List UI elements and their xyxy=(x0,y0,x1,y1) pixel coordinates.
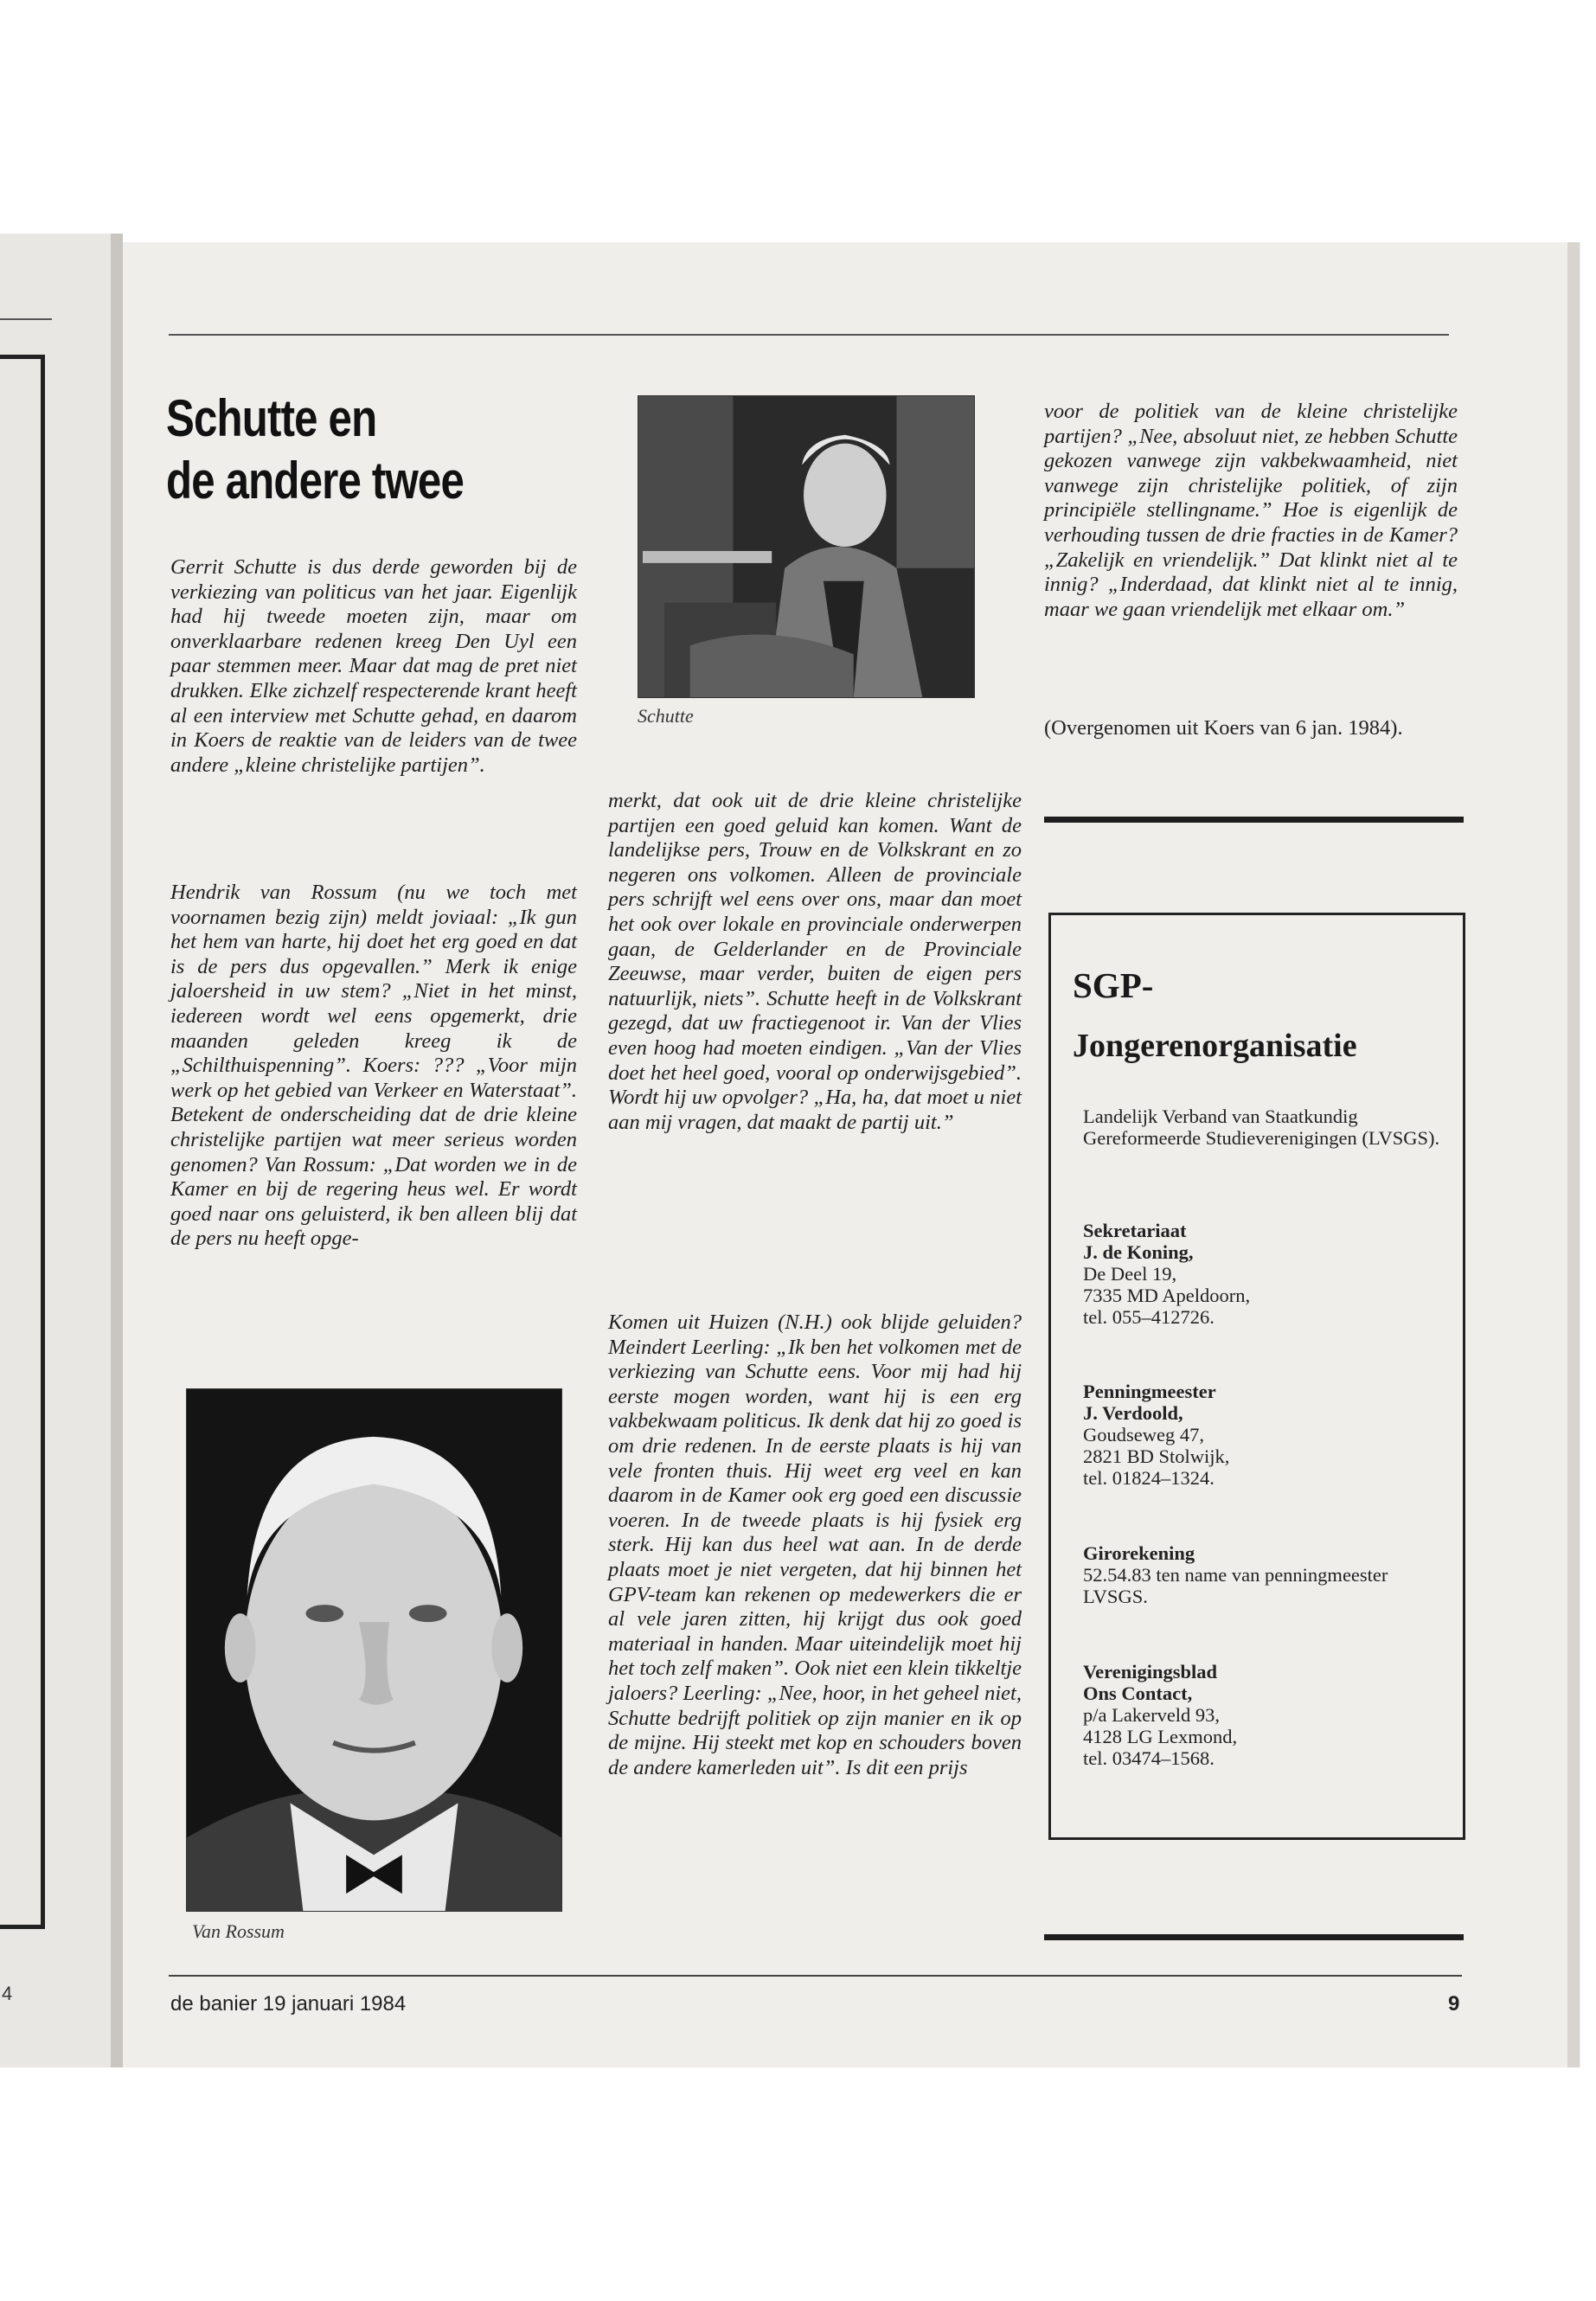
penningmeester-phone: tel. 01824–1324. xyxy=(1083,1467,1215,1489)
secretariaat-street: De Deel 19, xyxy=(1083,1263,1177,1285)
article-col3-paragraph-1: voor de politiek van de kleine christelijke partijen? „Nee, absoluut niet, ze hebben Schutte gekozen vanwege zijn vakbekwaamheid, niet vanwege zijn christelijke politiek, of zijn principiële stellingname.” Hoe is eigenlijk de verhouding tussen de drie fracties in de Kamer? „Zakelijk en vriendelijk.” Dat klinkt niet al te innig? „Inderdaad, dat klinkt niet al te innig, maar we gaan vriendelijk met elkaar om.” xyxy=(1044,400,1458,621)
previous-page-number: 4 xyxy=(2,1983,13,2004)
page-gutter xyxy=(111,234,123,2067)
caption-schutte: Schutte xyxy=(638,705,694,727)
sgp-box-secretariaat xyxy=(1083,1220,1442,1328)
giro-text: 52.54.83 ten name van penningmeester LVSGS. xyxy=(1083,1564,1388,1607)
penningmeester-city: 2821 BD Stolwijk, xyxy=(1083,1445,1230,1467)
article-col1-paragraph-1: Gerrit Schutte is dus derde geworden bij de verkiezing van politicus van het jaar. Eigenlijk had hij tweede moeten zijn, maar om onverklaarbare redenen kreeg Den Uyl een paar stemmen meer. Maar dat mag de pret niet drukken. Elke zichzelf respecterende krant heeft al een interview met Schutte gehad, en daarom in Koers de reaktie van de leiders van de twee andere „kleine christelijke partijen”. xyxy=(170,555,577,777)
photo-schutte xyxy=(638,395,975,698)
sgp-box-intro: Landelijk Verband van Staatkundig Gereformeerde Studieverenigingen (LVSGS). xyxy=(1083,1106,1440,1149)
penningmeester-heading: Penningmeester xyxy=(1083,1381,1216,1402)
previous-page-rule xyxy=(0,318,52,320)
sgp-box-title-2: Jongerenorganisatie xyxy=(1073,1028,1357,1064)
sgp-box-penningmeester xyxy=(1083,1381,1442,1489)
verenigingsblad-phone: tel. 03474–1568. xyxy=(1083,1747,1215,1769)
secretariaat-name: J. de Koning, xyxy=(1083,1241,1194,1263)
previous-page-frame xyxy=(0,355,45,1929)
footer-page-number: 9 xyxy=(1448,1992,1460,2016)
caption-van-rossum: Van Rossum xyxy=(192,1920,285,1942)
photo-van-rossum-image xyxy=(187,1389,561,1911)
source-note: (Overgenomen uit Koers van 6 jan. 1984). xyxy=(1044,716,1403,740)
page-right-edge xyxy=(1567,242,1580,2067)
penningmeester-name: J. Verdoold, xyxy=(1083,1402,1183,1424)
secretariaat-phone: tel. 055–412726. xyxy=(1083,1306,1215,1328)
sgp-info-box xyxy=(1048,913,1465,1840)
column-bar-bottom xyxy=(1044,1934,1464,1940)
verenigingsblad-name: Ons Contact, xyxy=(1083,1682,1193,1704)
secretariaat-heading: Sekretariaat xyxy=(1083,1220,1187,1241)
verenigingsblad-city: 4128 LG Lexmond, xyxy=(1083,1726,1238,1747)
sgp-box-title-1: SGP- xyxy=(1073,965,1154,1005)
penningmeester-street: Goudseweg 47, xyxy=(1083,1424,1204,1445)
verenigingsblad-street: p/a Lakerveld 93, xyxy=(1083,1704,1221,1726)
giro-heading: Girorekening xyxy=(1083,1542,1195,1564)
footer-rule xyxy=(169,1975,1462,1977)
secretariaat-city: 7335 MD Apeldoorn, xyxy=(1083,1285,1251,1306)
headline xyxy=(166,388,507,512)
article-col2-paragraph-2: Komen uit Huizen (N.H.) ook blijde geluiden? Meindert Leerling: „Ik ben het volkomen met de verkiezing van Schutte eens. Voor mij had hij eerste mogen worden, want hij is een erg vakbekwaam politicus. Ik denk dat hij zo goed is om drie redenen. In de eerste plaats is hij van vele fronten thuis. Hij weet erg veel en kan daarom in de Kamer ook erg goed een discussie voeren. In de tweede plaats is hij fysiek erg sterk. Hij kan dus heel wat aan. In de derde plaats moet je niet vergeten, dat hij binnen het GPV-team kan rekenen op medewerkers die er al vele jaren zitten, hij krijgt dus ook goed materiaal in handen. Maar uiteindelijk moet hij het toch zelf maken”. Ook niet een klein tikkeltje jaloers? Leerling: „Nee, hoor, in het geheel niet, Schutte bedrijft politiek op zijn manier en ik op de mijne. Hij steekt met kop en schouders boven de andere kamerleden uit”. Is dit een prijs xyxy=(608,1311,1022,1779)
top-rule xyxy=(169,334,1449,336)
sgp-box-verenigingsblad xyxy=(1083,1661,1442,1769)
article-col1-paragraph-2: Hendrik van Rossum (nu we toch met voornamen bezig zijn) meldt joviaal: „Ik gun het hem van harte, hij doet het erg goed en dat is de pers dus opgevallen.” Merk ik enige jaloersheid in uw stem? „Niet in het minst, iedereen wordt wel eens opgemerkt, drie maanden geleden kreeg ik de „Schilthuispenning”. Koers: ??? „Voor mijn werk op het gebied van Verkeer en Waterstaat”. Betekent de onderscheiding dat de drie kleine christelijke partijen wat meer serieus worden genomen? Van Rossum: „Dat worden we in de Kamer en bij de regering heus wel. Er wordt goed naar ons geluisterd, ik ben alleen blij dat de pers nu heeft opge- xyxy=(170,881,577,1251)
photo-van-rossum xyxy=(186,1388,562,1912)
sgp-box-giro xyxy=(1083,1542,1442,1607)
headline-line-1: Schutte en xyxy=(166,389,377,447)
verenigingsblad-heading: Verenigingsblad xyxy=(1083,1661,1218,1682)
photo-schutte-image xyxy=(638,396,974,697)
headline-line-2: de andere twee xyxy=(166,452,465,510)
column-bar-top xyxy=(1044,817,1464,823)
footer-publication: de banier 19 januari 1984 xyxy=(170,1992,407,2016)
article-col2-paragraph-1: merkt, dat ook uit de drie kleine christelijke partijen een goed geluid kan komen. Want de landelijkse pers, Trouw en de Volkskrant en zo negeren ons volkomen. Alleen de provinciale pers schrijft wel eens over ons, maar dan moet het ook over lokale en provinciale onderwerpen gaan, de Gelderlander en de Provinciale Zeeuwse, maar verder, buiten de eigen pers natuurlijk, niets”. Schutte heeft in de Volkskrant gezegd, dat uw fractiegenoot ir. Van der Vlies even hoog had moeten eindigen. „Van der Vlies doet het heel goed, vooral op onderwijsgebied”. Wordt hij uw opvolger? „Ha, ha, dat moet u niet aan mij vragen, dat maakt de partij uit.” xyxy=(608,789,1022,1134)
